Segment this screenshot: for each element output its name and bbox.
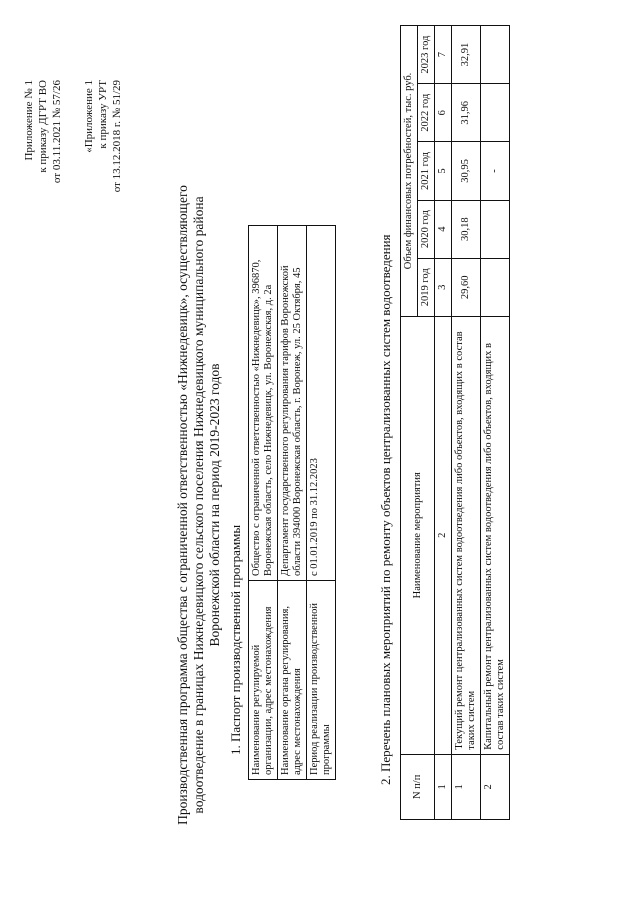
header-year: 2019 год — [418, 258, 435, 316]
passport-row — [278, 226, 307, 780]
passport-table — [248, 225, 336, 780]
table-row — [481, 26, 510, 820]
row-value — [481, 84, 510, 142]
header-year: 2020 год — [418, 200, 435, 258]
appendix-note-1 — [22, 80, 64, 183]
index-cell: 3 — [435, 258, 452, 316]
appendix-2-line-1: «Приложение 1 — [83, 80, 95, 153]
table-row — [452, 26, 481, 820]
passport-key: Наименование органа регулирования, адрес местонахождения — [278, 581, 307, 780]
row-num: 2 — [481, 754, 510, 819]
plan-table — [400, 25, 510, 820]
index-cell: 2 — [435, 316, 452, 754]
row-value: 32,91 — [452, 26, 481, 84]
row-value — [481, 200, 510, 258]
row-name: Текущий ремонт централизованных систем водоотведения либо объектов, входящих в состав таких систем — [452, 316, 481, 754]
document-title — [175, 185, 223, 825]
row-value: 30,95 — [452, 142, 481, 200]
row-value: 29,60 — [452, 258, 481, 316]
appendix-1-line-1: Приложение № 1 — [23, 80, 35, 161]
plan-index-row — [435, 26, 452, 820]
header-volume: Объем финансовых потребностей, тыс. руб. — [401, 26, 418, 317]
row-value: 31,96 — [452, 84, 481, 142]
section-2-title: 2. Перечень плановых мероприятий по ремонту объектов централизованных систем водоотведения — [378, 234, 393, 785]
title-line-1: Производственная программа общества с ограниченной ответственностью «Нижнедевицк», осуществляющего — [175, 185, 190, 825]
plan-header-row — [401, 26, 418, 820]
row-name: Капитальный ремонт централизованных систем водоотведения либо объектов, входящих в состав таких систем — [481, 316, 510, 754]
appendix-2-line-3: от 13.12.2018 г. № 51/29 — [111, 80, 123, 193]
header-name: Наименование мероприятия — [401, 316, 435, 754]
index-cell: 5 — [435, 142, 452, 200]
row-value: - — [481, 142, 510, 200]
header-year: 2023 год — [418, 26, 435, 84]
appendix-2-line-2: к приказу УРТ — [97, 80, 109, 149]
title-line-2: водоотведение в границах Нижнедевицкого сельского поселения Нижнедевицкого муниципального района — [191, 196, 206, 814]
index-cell: 1 — [435, 754, 452, 819]
appendix-note-2 — [82, 80, 124, 192]
row-num: 1 — [452, 754, 481, 819]
index-cell: 7 — [435, 26, 452, 84]
appendix-1-line-2: к приказу ДГРТ ВО — [37, 80, 49, 173]
appendix-1-line-3: от 03.11.2021 № 57/26 — [51, 80, 63, 184]
passport-row — [249, 226, 278, 780]
passport-value: Департамент государственного регулирования тарифов Воронежской области 394000 Воронежская область, г. Воронеж, ул. 25 Октября, 45 — [278, 226, 307, 581]
passport-row — [307, 226, 336, 780]
row-value — [481, 26, 510, 84]
passport-key: Период реализации производственной программы — [307, 581, 336, 780]
index-cell: 4 — [435, 200, 452, 258]
index-cell: 6 — [435, 84, 452, 142]
header-year: 2022 год — [418, 84, 435, 142]
header-year: 2021 год — [418, 142, 435, 200]
row-value — [481, 258, 510, 316]
passport-value: с 01.01.2019 по 31.12.2023 — [307, 226, 336, 581]
header-num: N п/п — [401, 754, 435, 819]
section-1-title: 1. Паспорт производственной программы — [228, 524, 243, 755]
row-value: 30,18 — [452, 200, 481, 258]
title-line-3: Воронежской области на период 2019-2023 годов — [207, 363, 222, 647]
passport-value: Общество с ограниченной ответственностью «Нижнедевицк», 396870, Воронежская область, село Нижнедевицк, ул. Воронежская, д. 2а — [249, 226, 278, 581]
passport-key: Наименование регулируемой организации, адрес местонахождения — [249, 581, 278, 780]
